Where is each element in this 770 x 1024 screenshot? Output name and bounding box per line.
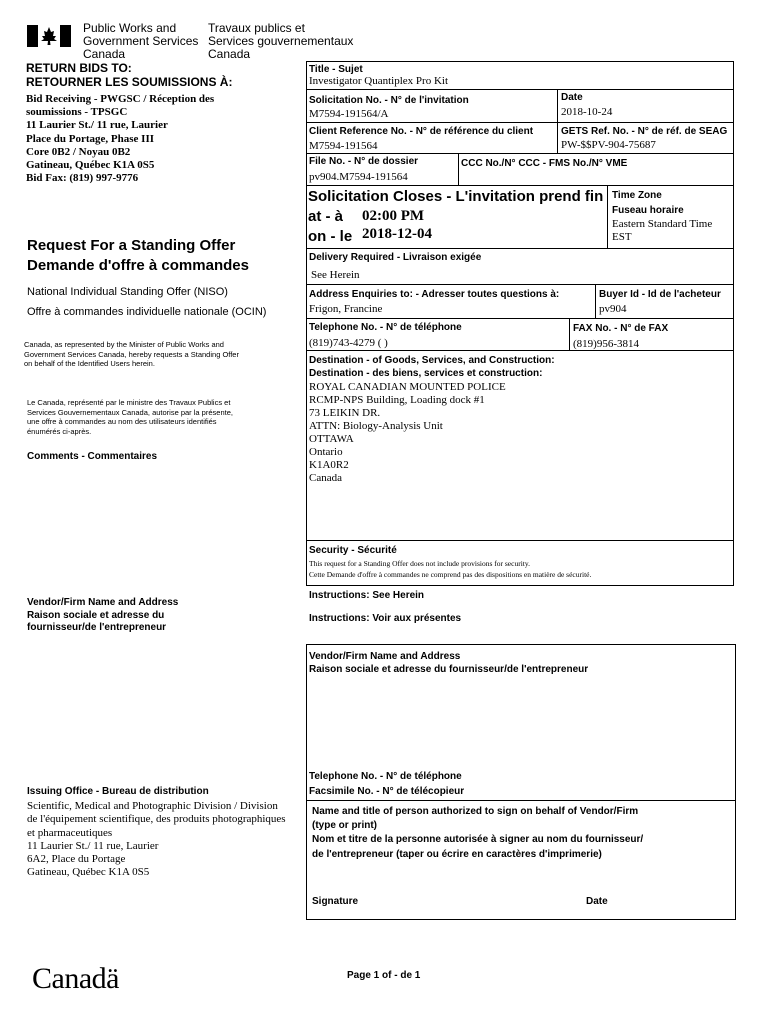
divider (306, 350, 734, 351)
closing-time-value: 02:00 PM (362, 208, 425, 224)
telephone-value: (819)743-4279 ( ) (309, 337, 388, 349)
divider (557, 89, 558, 153)
file-no-value: pv904.M7594-191564 (309, 171, 408, 183)
delivery-label: Delivery Required - Livraison exigée (309, 252, 482, 263)
destination-address: ROYAL CANADIAN MOUNTED POLICE RCMP-NPS Building, Loading dock #1 73 LEIKIN DR. ATTN: Biology-Analysis Unit OTTAWA Ontario K1A0R2 Canada (309, 381, 506, 484)
signature-label: Signature (312, 896, 359, 907)
instructions-fr: Instructions: Voir aux présentes (309, 613, 462, 624)
closing-date-value: 2018-12-04 (362, 226, 432, 242)
gets-ref-label: GETS Ref. No. - N° de réf. de SEAG (561, 126, 728, 137)
title-label: Title - Sujet (309, 64, 363, 75)
at-label: at - à (308, 208, 344, 225)
ccc-label: CCC No./N° CCC - FMS No./N° VME (461, 158, 628, 169)
request-title: Request For a Standing Offer Demande d'offre à commandes (27, 237, 249, 274)
department-name-en: Public Works and Government Services Canada (83, 21, 199, 61)
client-ref-value: M7594-191564 (309, 140, 378, 152)
time-zone-value: Eastern Standard Time EST (612, 218, 713, 243)
bid-receiving-address: Bid Receiving - PWGSC / Réception des soumissions - TPSGC 11 Laurier St./ 11 rue, Laurier Place du Portage, Phase III Core 0B2 / Noyau 0B2 Gatineau, Québec K1A 0S5 Bid Fax: (819) 997-9776 (26, 93, 215, 185)
comments-label: Comments - Commentaires (27, 451, 158, 462)
date-label: Date (561, 92, 583, 103)
file-no-label: File No. - N° de dossier (309, 156, 419, 167)
vendor-telephone-label: Telephone No. - N° de téléphone (309, 771, 462, 782)
divider (306, 89, 734, 90)
intro-paragraph-fr: Le Canada, représenté par le ministre des Travaux Publics et Services Gouvernementaux Canada, autorise par la présente, une offre à commandes au nom des utilisateurs identifiés énumérés ci-après. (27, 398, 233, 436)
divider (306, 284, 734, 285)
divider (306, 122, 734, 123)
signature-date-label: Date (586, 896, 608, 907)
vendor-firm-label: Vendor/Firm Name and Address Raison sociale et adresse du fournisseur/de l'entrepreneur (27, 597, 179, 633)
solicitation-closes-label: Solicitation Closes - L'invitation prend fin (308, 188, 604, 205)
divider (306, 248, 734, 249)
authorized-signer-label: Name and title of person authorized to sign on behalf of Vendor/Firm (type or print) Nom et titre de la personne autorisée à signer au nom du fournisseur/ de l'entrepreneur (taper ou écrire en caractères d'imprimerie) (312, 806, 644, 860)
issuing-office-label: Issuing Office - Bureau de distribution (27, 786, 209, 797)
address-enquiries-label: Address Enquiries to: - Adresser toutes questions à: (309, 289, 560, 300)
solicitation-label: Solicitation No. - N° de l'invitation (309, 95, 469, 106)
divider (306, 318, 734, 319)
title-value: Investigator Quantiplex Pro Kit (309, 75, 449, 87)
divider (306, 153, 734, 154)
delivery-value: See Herein (311, 269, 360, 281)
security-text: This request for a Standing Offer does not include provisions for security. Cette Demande d'offre à commandes ne comprend pas des dispositions en matière de sécurité. (309, 559, 592, 579)
return-bids-heading: RETURN BIDS TO: RETOURNER LES SOUMISSIONS À: (26, 61, 233, 89)
vendor-facsimile-label: Facsimile No. - N° de télécopieur (309, 786, 465, 797)
canada-flag-logo (27, 25, 71, 47)
niso-label: National Individual Standing Offer (NISO) Offre à commandes individuelle nationale (OCIN) (27, 286, 267, 318)
canada-wordmark: Canadä (32, 962, 119, 995)
buyer-id-value: pv904 (599, 303, 627, 315)
divider (595, 284, 596, 318)
flag-icon (27, 25, 71, 47)
gets-ref-value: PW-$$PV-904-75687 (561, 139, 656, 151)
divider (607, 185, 608, 248)
time-zone-label: Time Zone Fuseau horaire (612, 190, 684, 216)
divider (306, 800, 736, 801)
issuing-office-address: Scientific, Medical and Photographic Division / Division de l'équipement scientifique, des produits photographiques et pharmaceutiques 11 Laurier St./ 11 rue, Laurier 6A2, Place du Portage Gatineau, Québec K1A 0S5 (27, 800, 286, 879)
client-ref-label: Client Reference No. - N° de référence du client (309, 126, 534, 137)
solicitation-value: M7594-191564/A (309, 108, 389, 120)
on-label: on - le (308, 228, 353, 245)
fax-label: FAX No. - N° de FAX (573, 323, 669, 334)
divider (306, 185, 734, 186)
intro-paragraph-en: Canada, as represented by the Minister of Public Works and Government Services Canada, hereby requests a Standing Offer on behalf of the Identified Users herein. (24, 340, 239, 368)
instructions-en: Instructions: See Herein (309, 590, 425, 601)
page-number: Page 1 of - de 1 (347, 970, 421, 981)
security-label: Security - Sécurité (309, 545, 397, 556)
divider (458, 153, 459, 185)
date-value: 2018-10-24 (561, 106, 613, 118)
address-enquiries-value: Frigon, Francine (309, 303, 383, 315)
telephone-label: Telephone No. - N° de téléphone (309, 322, 462, 333)
buyer-id-label: Buyer Id - Id de l'acheteur (599, 289, 721, 300)
vendor-firm-box-label: Vendor/Firm Name and Address Raison sociale et adresse du fournisseur/de l'entrepreneur (309, 651, 589, 675)
destination-label: Destination - of Goods, Services, and Construction: Destination - des biens, services et construction: (309, 355, 555, 379)
divider (569, 318, 570, 350)
department-name-fr: Travaux publics et Services gouvernementaux Canada (208, 21, 354, 61)
fax-value: (819)956-3814 (573, 338, 639, 350)
divider (306, 540, 734, 541)
